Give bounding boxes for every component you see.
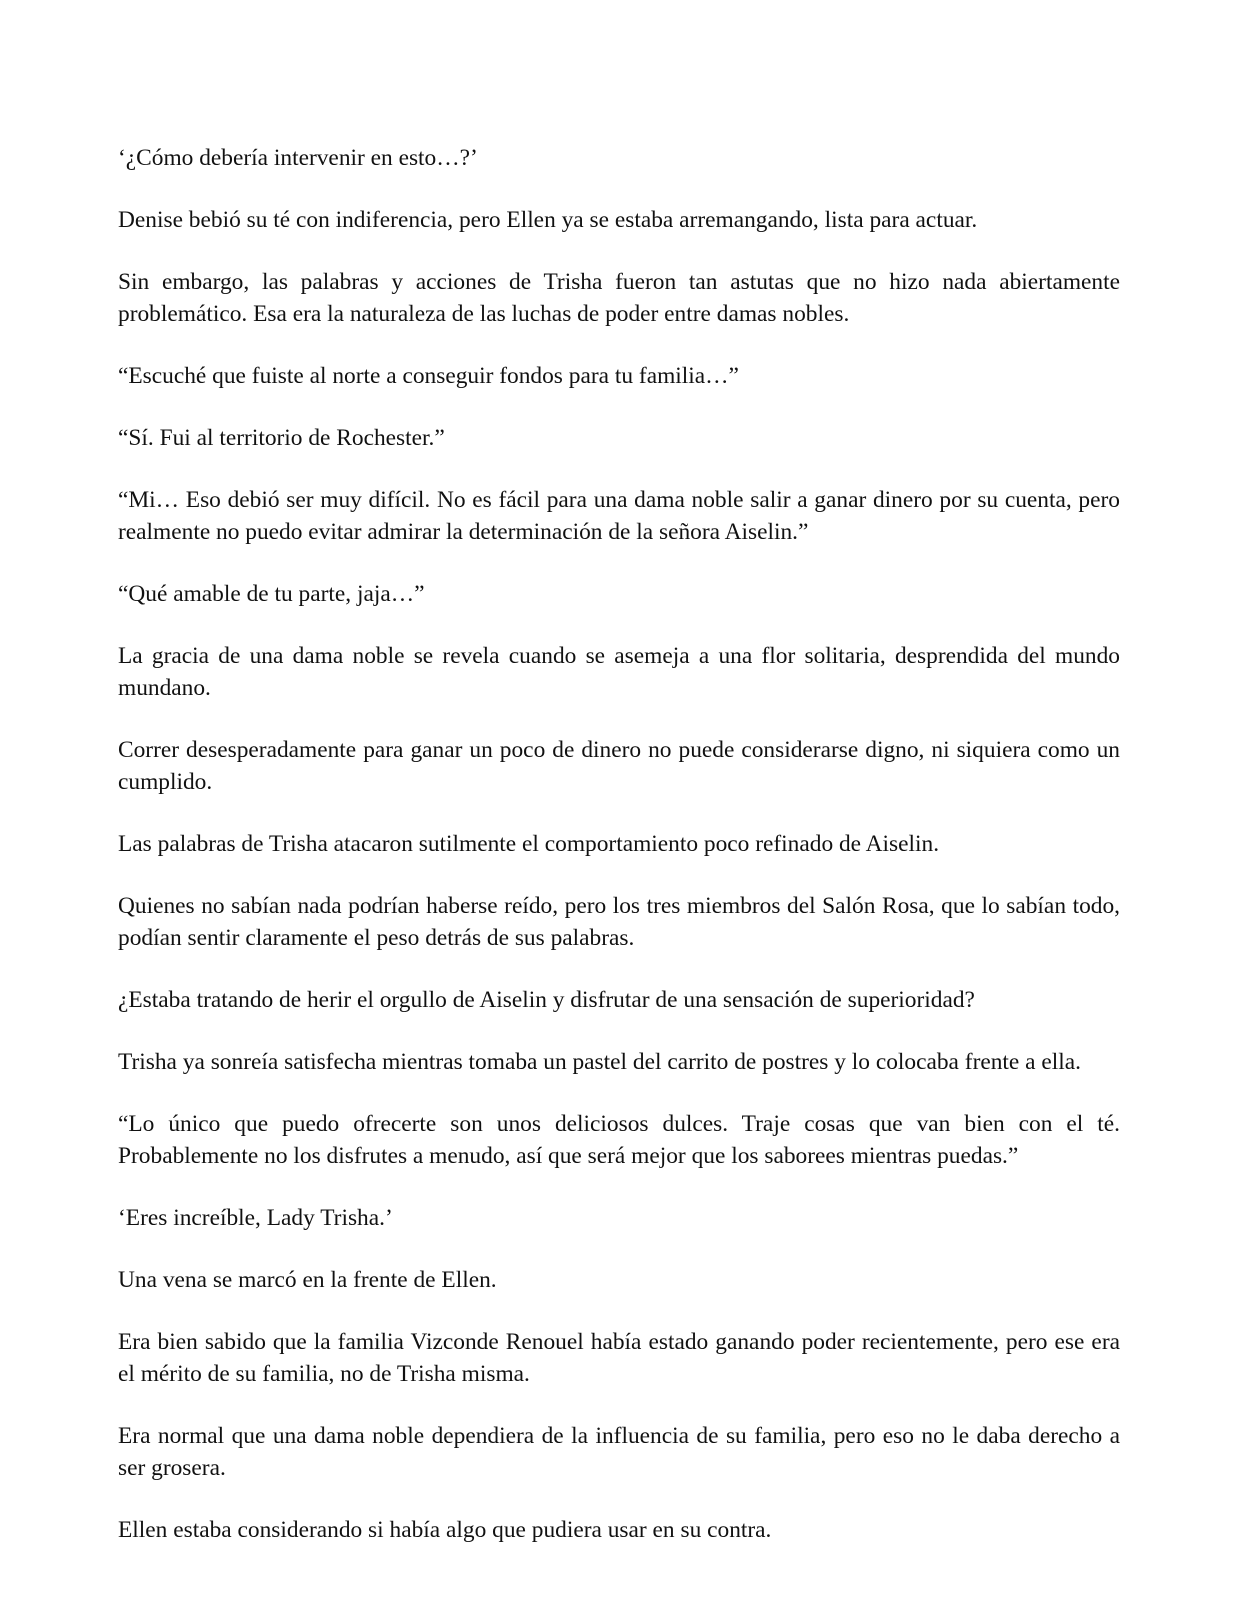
paragraph: Ellen estaba considerando si había algo que pudiera usar en su contra. <box>118 1517 772 1543</box>
paragraph: ¿Estaba tratando de herir el orgullo de Aiselin y disfrutar de una sensación de superioridad? <box>118 987 975 1013</box>
paragraph: “Lo único que puedo ofrecerte son unos deliciosos dulces. Traje cosas que van bien con el té. Probablemente no los disfrutes a menudo, así que será mejor que los saborees mientras puedas.” <box>118 1111 1120 1169</box>
paragraph: La gracia de una dama noble se revela cuando se asemeja a una flor solitaria, desprendida del mundo mundano. <box>118 643 1120 701</box>
paragraph: ‘Eres increíble, Lady Trisha.’ <box>118 1205 393 1231</box>
document-body <box>118 142 1120 1546</box>
paragraph: “Sí. Fui al territorio de Rochester.” <box>118 425 445 451</box>
paragraph: Era bien sabido que la familia Vizconde Renouel había estado ganando poder recientemente, pero ese era el mérito de su familia, no de Trisha misma. <box>118 1329 1120 1387</box>
paragraph: “Mi… Eso debió ser muy difícil. No es fácil para una dama noble salir a ganar dinero por su cuenta, pero realmente no puedo evitar admirar la determinación de la señora Aiselin.” <box>118 487 1120 545</box>
paragraph: “Qué amable de tu parte, jaja…” <box>118 581 425 607</box>
paragraph: Sin embargo, las palabras y acciones de Trisha fueron tan astutas que no hizo nada abiertamente problemático. Esa era la naturaleza de las luchas de poder entre damas nobles. <box>118 269 1120 327</box>
paragraph: Denise bebió su té con indiferencia, pero Ellen ya se estaba arremangando, lista para actuar. <box>118 207 978 233</box>
paragraph: Era normal que una dama noble dependiera de la influencia de su familia, pero eso no le daba derecho a ser grosera. <box>118 1423 1120 1481</box>
paragraph: Las palabras de Trisha atacaron sutilmente el comportamiento poco refinado de Aiselin. <box>118 831 940 857</box>
paragraph: Trisha ya sonreía satisfecha mientras tomaba un pastel del carrito de postres y lo colocaba frente a ella. <box>118 1049 1082 1075</box>
paragraph: Correr desesperadamente para ganar un poco de dinero no puede considerarse digno, ni siquiera como un cumplido. <box>118 737 1120 795</box>
paragraph: Una vena se marcó en la frente de Ellen. <box>118 1267 497 1293</box>
paragraph: “Escuché que fuiste al norte a conseguir fondos para tu familia…” <box>118 363 739 389</box>
paragraph: Quienes no sabían nada podrían haberse reído, pero los tres miembros del Salón Rosa, que lo sabían todo, podían sentir claramente el peso detrás de sus palabras. <box>118 893 1120 951</box>
paragraph: ‘¿Cómo debería intervenir en esto…?’ <box>118 145 478 171</box>
